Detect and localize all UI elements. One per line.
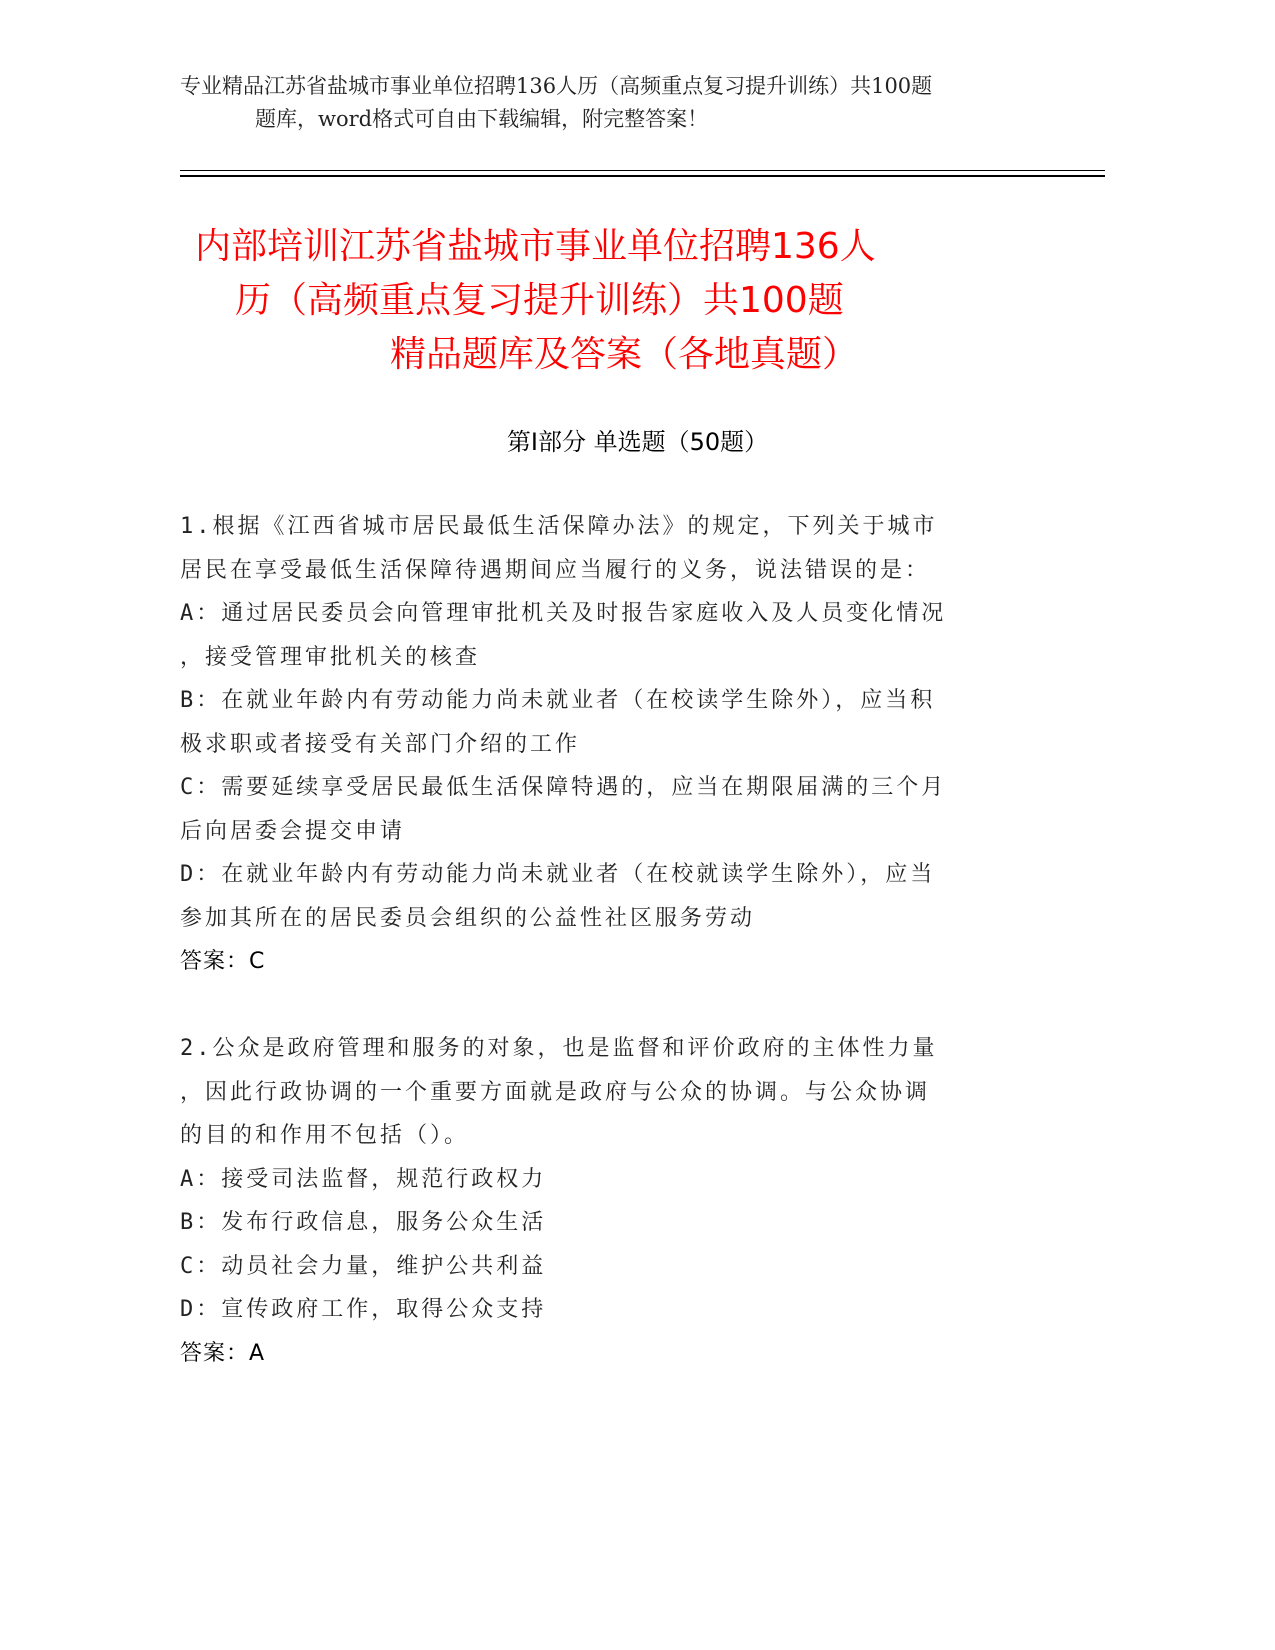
header-divider-thick [180,175,1105,177]
question-1-option-d-cont: 参加其所在的居民委员会组织的公益性社区服务劳动 [180,905,756,931]
question-1-option-d: D：在就业年龄内有劳动能力尚未就业者（在校就读学生除外），应当 [180,862,936,887]
question-1-option-c: C：需要延续享受居民最低生活保障特遇的，应当在期限届满的三个月 [180,775,947,800]
question-1-line-2: 居民在享受最低生活保障待遇期间应当履行的义务，说法错误的是： [180,557,931,583]
title-line-3: 精品题库及答案（各地真题） [390,334,859,375]
section-title: 第Ⅰ部分 单选题（50题） [506,428,769,456]
question-1-line-1: 1.根据《江西省城市居民最低生活保障办法》的规定，下列关于城市 [180,514,938,539]
question-2 [180,1027,1080,1375]
page-header [180,70,1060,136]
question-1-option-b: B：在就业年龄内有劳动能力尚未就业者（在校读学生除外），应当积 [180,688,936,713]
question-2-line-3: 的目的和作用不包括（）。 [180,1123,470,1148]
question-2-option-c: C：动员社会力量，维护公共利益 [180,1253,547,1279]
question-list [180,505,1080,1375]
question-1-option-a-cont: ，接受管理审批机关的核查 [180,644,481,670]
question-1-option-b-cont: 极求职或者接受有关部门介绍的工作 [180,731,581,757]
question-1-option-a: A：通过居民委员会向管理审批机关及时报告家庭收入及人员变化情况 [180,601,947,626]
question-1-option-c-cont: 后向居委会提交申请 [180,818,406,844]
question-spacer [180,984,1080,1028]
question-2-option-b: B：发布行政信息，服务公众生活 [180,1210,547,1235]
question-2-answer: 答案：A [180,1340,266,1366]
header-divider-thin [180,170,1105,171]
header-line-2: 题库，word格式可自由下载编辑，附完整答案！ [255,107,709,131]
question-2-line-1: 2.公众是政府管理和服务的对象，也是监督和评价政府的主体性力量 [180,1036,938,1061]
question-2-option-a: A：接受司法监督，规范行政权力 [180,1166,547,1192]
header-line-1: 专业精品江苏省盐城市事业单位招聘136人历（高频重点复习提升训练）共100题 [180,74,933,98]
title-line-2: 历（高频重点复习提升训练）共100题 [235,280,844,321]
question-2-option-d: D：宣传政府工作，取得公众支持 [180,1297,547,1322]
question-1-answer: 答案：C [180,949,266,974]
question-2-line-2: ，因此行政协调的一个重要方面就是政府与公众的协调。与公众协调 [180,1079,931,1105]
question-1 [180,505,1080,984]
title-line-1: 内部培训江苏省盐城市事业单位招聘136人 [195,226,876,267]
document-title [180,220,1060,382]
